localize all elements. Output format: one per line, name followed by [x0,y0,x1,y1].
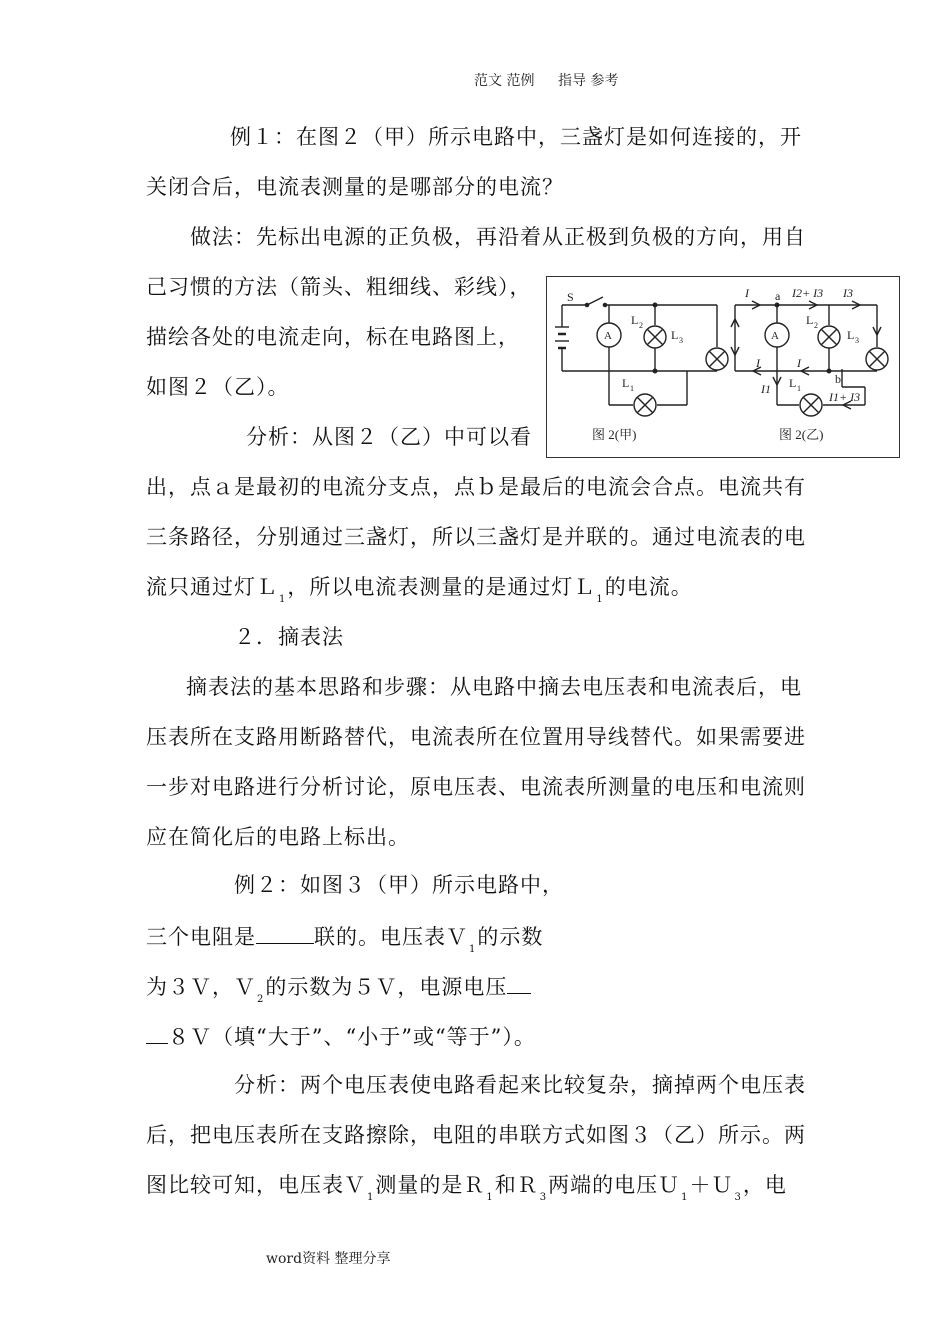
caption-jia: 图 2(甲) [592,427,637,442]
analysis1-line1: 分析：从图２（乙）中可以看 [246,425,532,449]
footer-text: word资料 整理分享 [266,1251,391,1267]
example2-line4: ８Ｖ（填“大于”、“小于”或“等于”）。 [146,1021,536,1051]
method-line2: 己习惯的方法（箭头、粗细线、彩线）， [146,275,532,299]
example1-line1: 例１：在图２（甲）所示电路中，三盏灯是如何连接的，开 [230,125,802,149]
answer-blank-1[interactable] [256,921,314,944]
circuit-figure-2 [546,276,900,458]
caption-yi: 图 2(乙) [779,427,824,442]
analysis2-line2: 后，把电压表所在支路擦除，电阻的串联方式如图３（乙）所示。两 [146,1123,806,1147]
method-line4: 如图２（乙）。 [146,375,290,399]
svg-text:L: L [671,328,679,342]
svg-text:L: L [847,328,855,342]
svg-text:I1+ I3: I1+ I3 [829,390,861,404]
svg-text:1: 1 [797,384,801,393]
svg-text:S: S [567,290,574,304]
answer-blank-2a[interactable] [507,971,531,994]
svg-text:L: L [622,376,630,390]
svg-text:I: I [756,356,760,370]
svg-text:L: L [806,313,814,327]
method2-line2: 压表所在支路用断路替代，电流表所在位置用导线替代。如果需要进 [146,725,806,749]
svg-text:A: A [604,330,612,342]
method2-line1: 摘表法的基本思路和步骤：从电路中摘去电压表和电流表后，电 [186,675,802,699]
analysis1-line2: 出，点ａ是最初的电流分支点，点ｂ是最后的电流会合点。电流共有 [146,475,806,499]
svg-text:I1: I1 [761,382,771,396]
analysis1-line4: 流只通过灯Ｌ$_1$，所以电流表测量的是通过灯Ｌ$_1$的电流。 [146,575,693,605]
method-line1: 做法：先标出电源的正负极，再沿着从正极到负极的方向，用自 [190,225,806,249]
analysis2-line1: 分析：两个电压表使电路看起来比较复杂，摘掉两个电压表 [234,1073,806,1097]
svg-text:L: L [789,376,797,390]
header-left: 范文 范例 [474,73,535,89]
svg-text:I: I [745,286,749,300]
answer-blank-2b[interactable] [146,1021,168,1044]
svg-text:1: 1 [630,384,634,393]
example2-line2: 三个电阻是 联的。电压表Ｖ$_1$的示数 [146,921,543,964]
method-line3: 描绘各处的电流走向，标在电路图上， [146,325,520,349]
method2-line3: 一步对电路进行分析讨论，原电压表、电流表所测量的电压和电流则 [146,775,806,799]
analysis2-line3: 图比较可知，电压表Ｖ$_1$测量的是Ｒ$_1$和Ｒ$_3$两端的电压Ｕ$_1$＋Ｕ$_3$，电 [146,1173,787,1203]
svg-text:I2+ I3: I2+ I3 [792,286,824,300]
analysis1-line3: 三条路径，分别通过三盏灯，所以三盏灯是并联的。通过电流表的电 [146,525,806,549]
svg-text:I: I [797,356,801,370]
svg-text:I3: I3 [843,286,853,300]
svg-text:a: a [775,289,781,303]
method2-line4: 应在简化后的电路上标出。 [146,825,410,849]
example2-line3: 为３Ｖ，Ｖ$_2$的示数为５Ｖ，电源电压 [146,971,531,1014]
svg-text:2: 2 [814,321,818,330]
svg-text:b: b [835,372,841,386]
svg-text:3: 3 [855,336,859,345]
svg-text:2: 2 [639,321,643,330]
circuit-jia [555,297,728,416]
example2-line1: 例２：如图３（甲）所示电路中， [234,873,564,897]
example1-line2: 关闭合后，电流表测量的是哪部分的电流？ [146,175,564,199]
section-title: ２．摘表法 [234,625,344,649]
svg-text:3: 3 [679,336,683,345]
svg-text:L: L [631,313,639,327]
header-right: 指导 参考 [558,73,619,89]
svg-text:A: A [771,330,779,342]
